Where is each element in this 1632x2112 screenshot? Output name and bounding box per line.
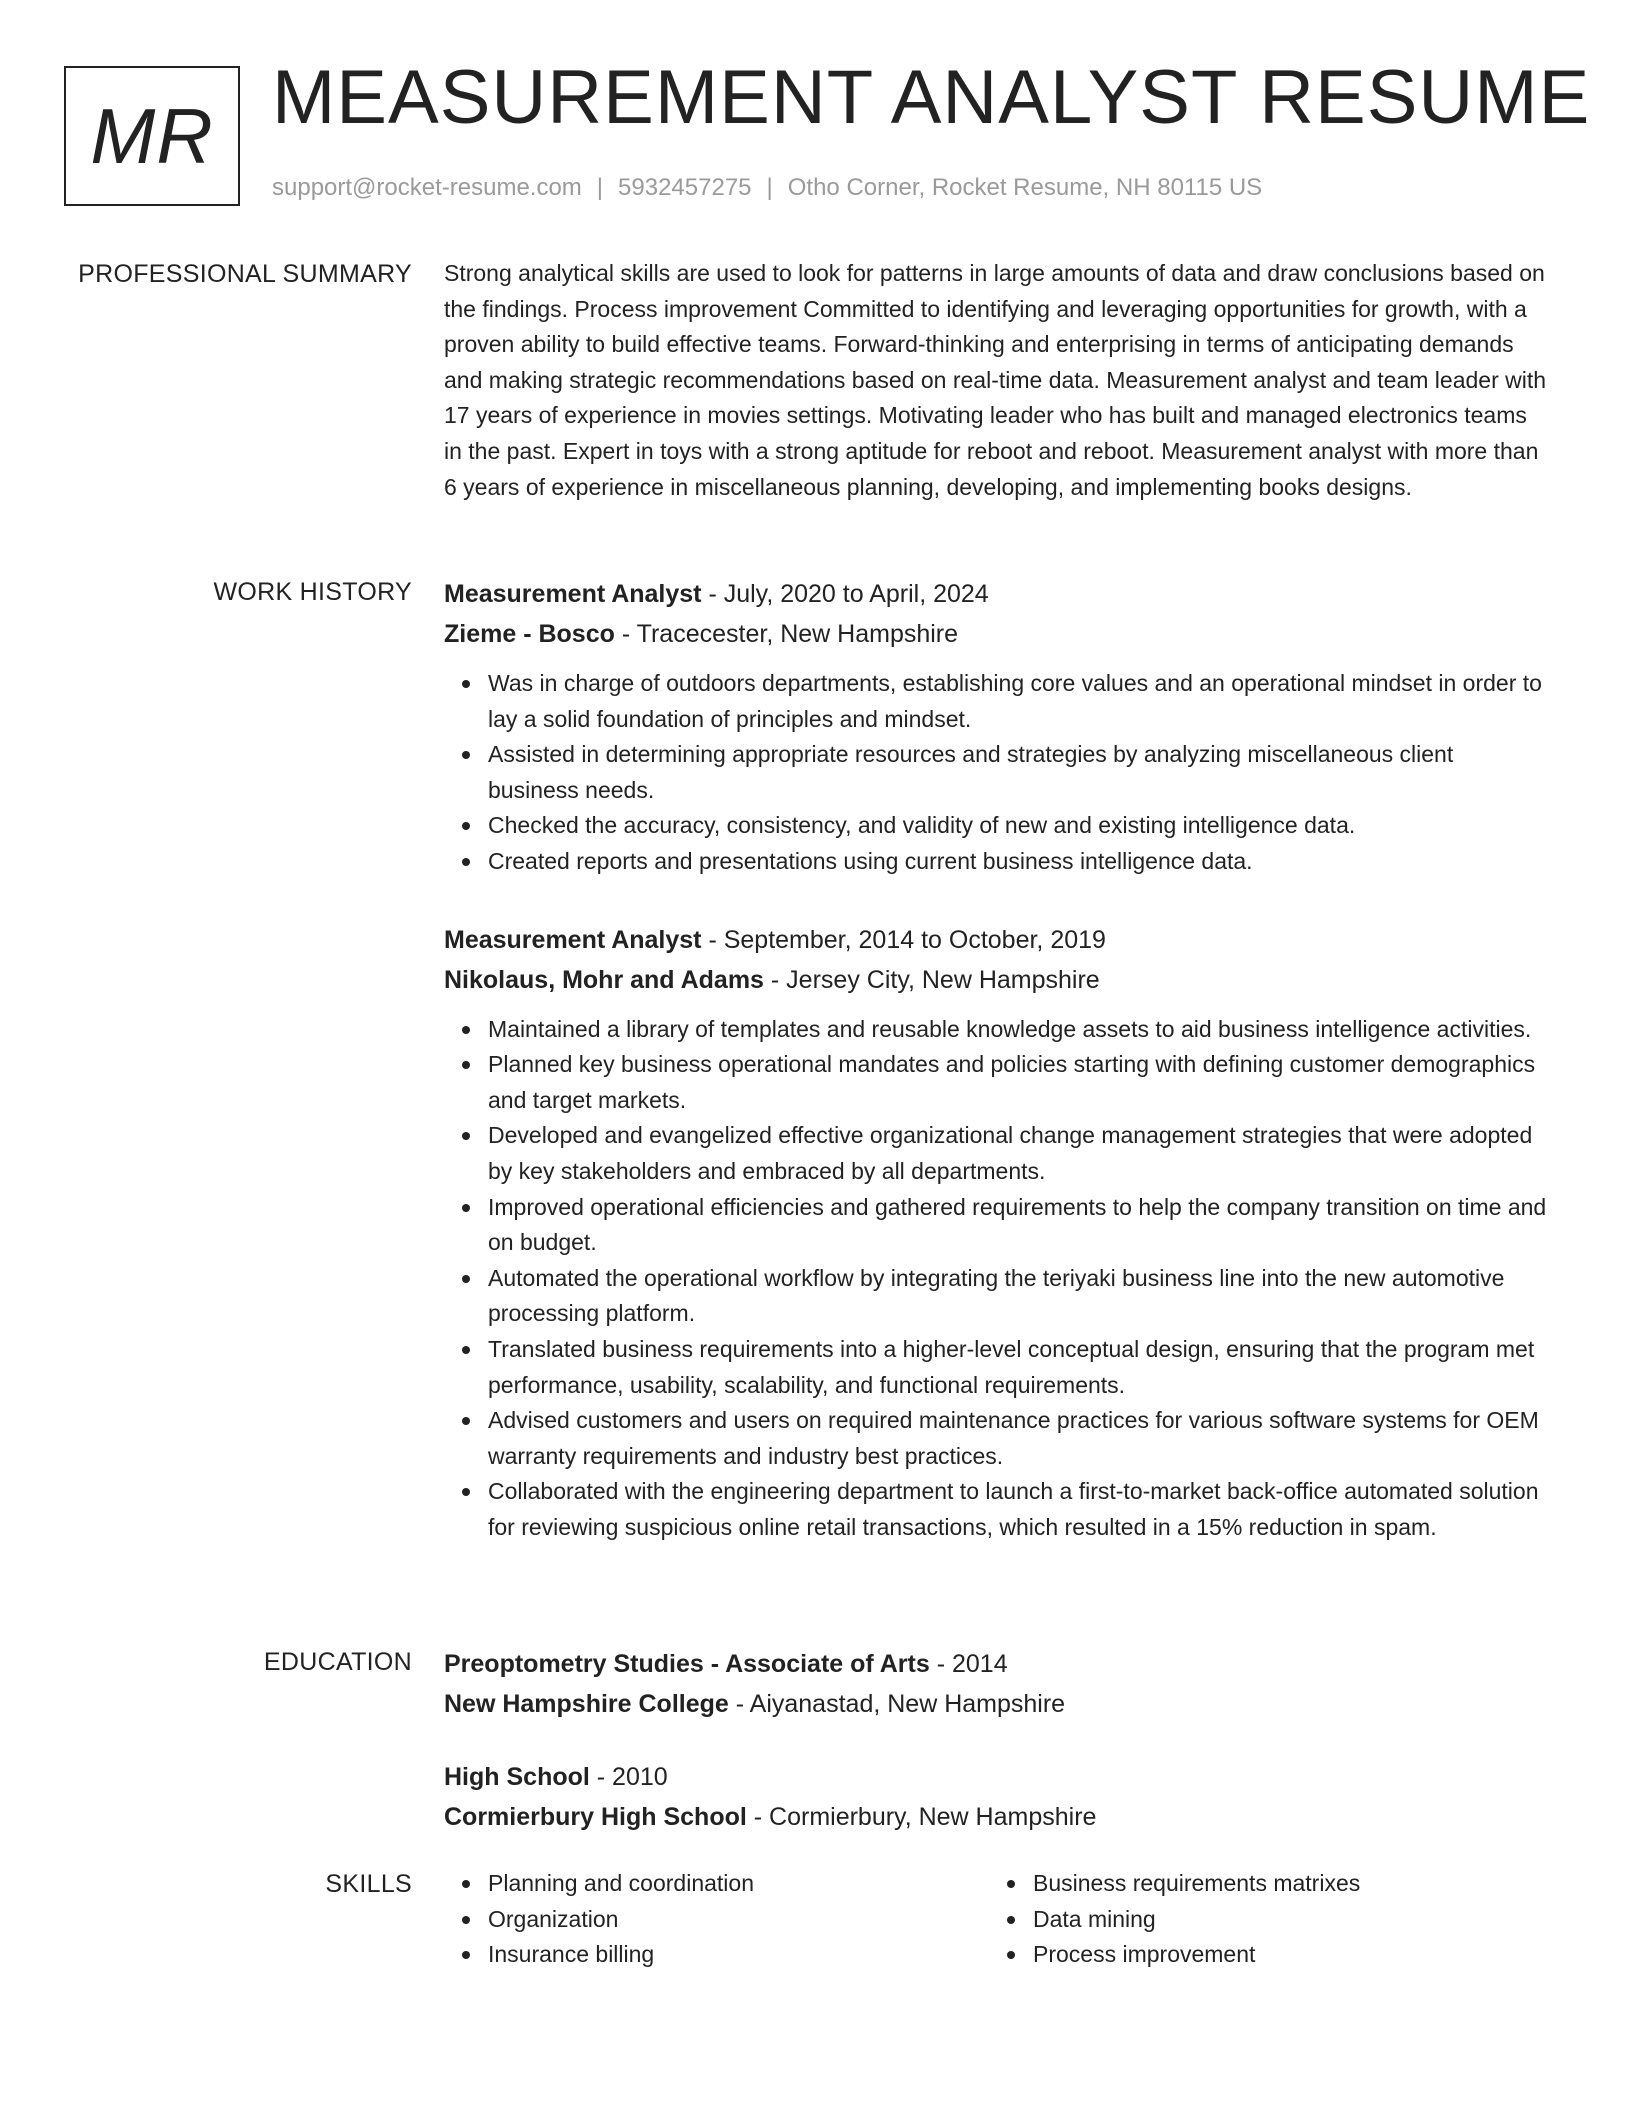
job-title: Measurement Analyst [444,925,702,954]
resume-title: MEASUREMENT ANALYST RESUME [272,55,1591,140]
education-location: - Cormierbury, New Hampshire [746,1803,1097,1831]
education-degree-line [444,1644,1550,1684]
work-body [444,574,1550,1585]
education-school-line [444,1797,1550,1837]
list-item: Organization [488,1902,989,1938]
list-item: Maintained a library of templates and reusable knowledge assets to aid business intelligence activities. [488,1012,1550,1048]
skills-column-left [444,1866,989,1973]
list-item: Insurance billing [488,1937,989,1973]
list-item: Business requirements matrixes [1033,1866,1534,1902]
section-label-education: EDUCATION [263,1648,412,1676]
education-degree: High School [444,1763,590,1791]
summary-text: Strong analytical skills are used to look for patterns in large amounts of data and draw conclusions based on the findings. Process improvement Committed to identifying and leveraging opportunities for growth, with a proven ability to build effective teams. Forward-thinking and enterprising in terms of anticipating demands and making strategic recommendations based on real-time data. Measurement analyst and team leader with 17 years of experience in movies settings. Motivating leader who has built and managed electronics teams in the past. Expert in toys with a strong aptitude for reboot and reboot. Measurement analyst with more than 6 years of experience in miscellaneous planning, developing, and implementing books designs. [444,260,1547,500]
contact-separator: | [766,174,773,201]
skills-list-left [444,1866,989,1973]
list-item: Planned key business operational mandates and policies starting with defining customer demographics and target markets. [488,1047,1550,1118]
list-item: Advised customers and users on required maintenance practices for various software systems for OEM warranty requirements and industry best practices. [488,1403,1550,1474]
job-location: - Tracecester, New Hampshire [614,620,959,648]
monogram-logo [64,66,240,206]
contact-line [272,174,1262,202]
education-year: - 2010 [589,1763,668,1791]
education-location: - Aiyanastad, New Hampshire [728,1690,1066,1718]
skills-grid [444,1866,1550,1973]
list-item: Translated business requirements into a higher-level conceptual design, ensuring that the program met performance, usability, scalability, and functional requirements. [488,1332,1550,1403]
list-item: Was in charge of outdoors departments, establishing core values and an operational mindset in order to lay a solid foundation of principles and mindset. [488,666,1550,737]
job-company-line [444,960,1550,1000]
list-item: Planning and coordination [488,1866,989,1902]
contact-address: Otho Corner, Rocket Resume, NH 80115 US [787,174,1263,201]
education-degree: Preoptometry Studies - Associate of Arts [444,1650,930,1678]
skills-list-right [989,1866,1534,1973]
job-company: Zieme - Bosco [444,620,615,648]
education-year: - 2014 [929,1650,1008,1678]
list-item: Data mining [1033,1902,1534,1938]
job-entry [444,574,1550,880]
list-item: Assisted in determining appropriate resources and strategies by analyzing miscellaneous client business needs. [488,737,1550,808]
section-label-work: WORK HISTORY [213,578,412,606]
section-label-skills: SKILLS [325,1870,412,1898]
section-label-summary: PROFESSIONAL SUMMARY [78,260,412,288]
job-title: Measurement Analyst [444,580,702,608]
job-entry [444,920,1550,1546]
job-company: Nikolaus, Mohr and Adams [444,965,764,994]
list-item: Checked the accuracy, consistency, and validity of new and existing intelligence data. [488,808,1550,844]
job-title-line [444,574,1550,614]
list-item: Improved operational efficiencies and gathered requirements to help the company transition on time and on budget. [488,1190,1550,1261]
education-entry [444,1757,1550,1837]
list-item: Process improvement [1033,1937,1534,1973]
skills-column-right [989,1866,1534,1973]
education-school-line [444,1684,1550,1724]
job-bullets [444,666,1550,880]
job-bullets [444,1012,1550,1546]
education-entry [444,1644,1550,1724]
contact-separator: | [596,174,604,201]
list-item: Created reports and presentations using current business intelligence data. [488,844,1550,880]
education-degree-line [444,1757,1550,1797]
list-item: Automated the operational workflow by integrating the teriyaki business line into the new automotive processing platform. [488,1261,1550,1332]
job-title-line [444,920,1550,960]
job-company-line [444,614,1550,654]
education-school: New Hampshire College [444,1690,729,1718]
job-dates: - July, 2020 to April, 2024 [701,580,989,608]
job-location: - Jersey City, New Hampshire [763,965,1100,994]
list-item: Collaborated with the engineering department to launch a first-to-market back-office automated solution for reviewing suspicious online retail transactions, which resulted in a 15% reduction in spam. [488,1474,1550,1545]
contact-email: support@rocket-resume.com [272,174,582,201]
summary-body [444,256,1550,505]
education-school: Cormierbury High School [444,1803,747,1831]
job-dates: - September, 2014 to October, 2019 [701,925,1106,954]
skills-body [444,1866,1550,1973]
list-item: Developed and evangelized effective organizational change management strategies that were adopted by key stakeholders and embraced by all departments. [488,1118,1550,1189]
initials: MR [90,91,214,180]
education-body [444,1644,1550,1870]
contact-phone: 5932457275 [618,174,752,201]
